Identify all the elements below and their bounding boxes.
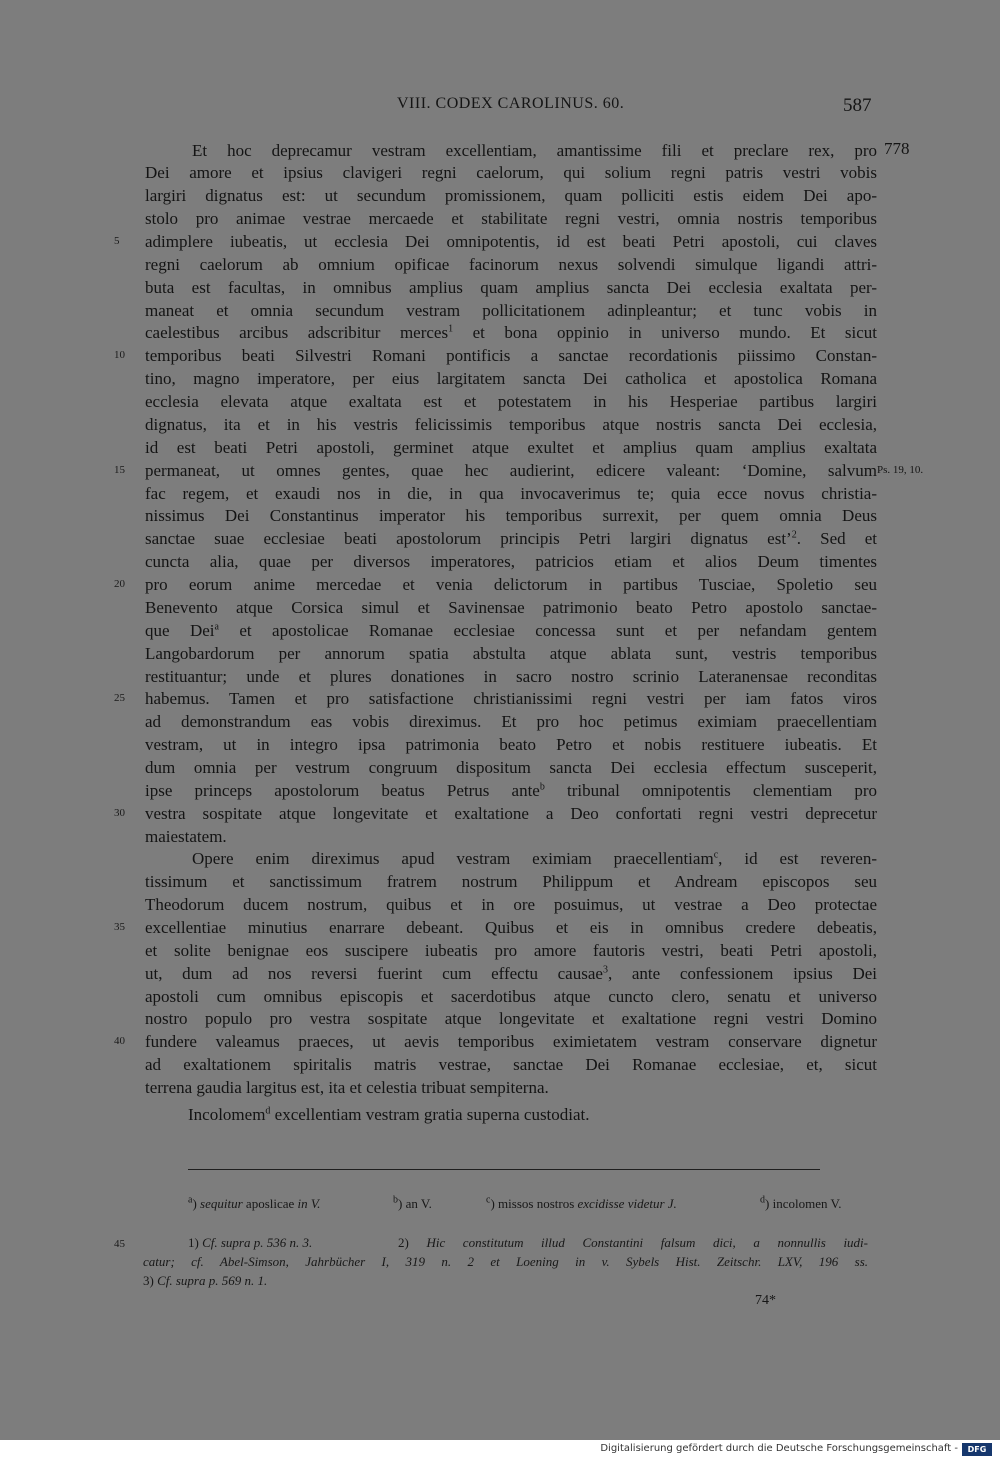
text-line-composite xyxy=(188,1103,877,1126)
text-line: maneat et omnia secundum vestram pollicitationem adinpleantur; et tunc vobis in xyxy=(145,301,877,320)
text-segment: Incolomem xyxy=(188,1105,266,1124)
text-line-composite xyxy=(145,321,877,344)
text-line-composite xyxy=(145,619,877,642)
text-line: adimplere iubeatis, ut ecclesia Dei omnipotentis, id est beati Petri apostoli, cui claves xyxy=(145,232,877,251)
text-line: cuncta alia, quae per diversos imperatores, patricios etiam et alios Deum timentes xyxy=(145,552,877,571)
line-number: 15 xyxy=(114,464,125,476)
text-line: Langobardorum per annorum spatia abstulta atque ablata sunt, vestris temporibus xyxy=(145,644,877,663)
text-line: stolo pro animae vestrae mercaede et stabilitate regni vestri, omnia nostris temporibus xyxy=(145,209,877,228)
text-line: Et hoc deprecamur vestram excellentiam, amantissime fili et preclare rex, pro xyxy=(192,141,877,160)
apparatus-paren: ) xyxy=(765,1196,770,1211)
signature-mark: 74* xyxy=(755,1293,776,1308)
text-segment: , id est reveren- xyxy=(718,849,878,868)
text-segment: que Dei xyxy=(145,621,215,640)
apparatus-mark: a xyxy=(188,1194,193,1206)
line-number: 35 xyxy=(114,921,125,933)
text-segment: ipse princeps apostolorum beatus Petrus ante xyxy=(145,781,540,800)
apparatus-note-a xyxy=(188,1194,320,1214)
apparatus-text: incolomen V. xyxy=(772,1196,842,1211)
footnote-number: 1) xyxy=(188,1235,203,1250)
text-line: habemus. Tamen et pro satisfactione christianissimi regni vestri per iam fatos viros xyxy=(145,689,877,708)
apparatus-note-c xyxy=(486,1194,677,1214)
line-number: 45 xyxy=(114,1238,125,1250)
apparatus-note-d xyxy=(760,1194,841,1214)
apparatus-text: missos nostros xyxy=(498,1196,578,1211)
text-line: ad exaltationem spiritalis matris vestrae, sanctae Dei Romanae ecclesiae, et, sicut xyxy=(145,1055,877,1074)
text-line: Theodorum ducem nostrum, quibus et in ore posuimus, ut vestrae a Deo protectae xyxy=(145,895,877,914)
text-line: fundere valeamus praeces, ut aevis temporibus eximietatem vestram conservare dignetur xyxy=(145,1032,877,1051)
text-segment: ut, dum ad nos reversi fuerint cum effectu causae xyxy=(145,964,603,983)
apparatus-text: aposlicae xyxy=(242,1196,298,1211)
footnote-rule xyxy=(188,1169,820,1170)
text-line: apostoli cum omnibus episcopis et sacerdotibus atque cuncto clero, senatu et universo xyxy=(145,987,877,1006)
apparatus-note-b xyxy=(393,1194,432,1214)
line-number: 40 xyxy=(114,1035,125,1047)
text-line: nissimus Dei Constantinus imperator his temporibus surrexit, per quem omnia Deus xyxy=(145,506,877,525)
apparatus-text: an V. xyxy=(405,1196,432,1211)
footnote-text: Hic constitutum illud Constantini falsum dici, a nonnullis iudi- xyxy=(426,1235,868,1250)
text-line: dignatus, ita et in his vestris felicissimis temporibus atque nostris sancta Dei ecclesia, xyxy=(145,415,877,434)
line-number: 5 xyxy=(114,235,120,247)
text-line: dum omnia per vestrum congruum dispositum sancta Dei ecclesia effectum susceperit, xyxy=(145,758,877,777)
footnote-text: Cf. supra p. 536 n. 3. xyxy=(202,1235,313,1250)
dfg-logo: DFG xyxy=(962,1443,992,1456)
margin-reference: Ps. 19, 10. xyxy=(877,464,924,476)
text-line: maiestatem. xyxy=(145,827,227,846)
apparatus-mark: b xyxy=(393,1194,398,1206)
apparatus-ref: d xyxy=(265,1105,271,1117)
text-line: tino, magno imperatore, per eius largitatem sancta Dei catholica et apostolica Romana xyxy=(145,369,877,388)
apparatus-paren: ) xyxy=(398,1196,403,1211)
footnote-2 xyxy=(398,1233,868,1253)
running-head: VIII. CODEX CAROLINUS. 60. xyxy=(397,95,625,112)
footnote-number: 3) xyxy=(143,1273,158,1288)
text-line-composite xyxy=(192,847,877,870)
text-segment: Sed et xyxy=(820,529,878,548)
apparatus-text: excidisse videtur J. xyxy=(577,1196,677,1211)
text-line: permaneat, ut omnes gentes, quae hec audierint, edicere valeant: ‘Domine, salvum xyxy=(145,461,877,480)
text-line-composite xyxy=(145,962,877,985)
text-line: Benevento atque Corsica simul et Savinensae patrimonio beato Petro apostolo sanctae- xyxy=(145,598,877,617)
text-segment: sanctae suae ecclesiae beati apostolorum principis Petri largiri dignatus est’ xyxy=(145,529,792,548)
apparatus-ref: b xyxy=(539,781,545,793)
text-line: vestra sospitate atque longevitate et exaltatione a Deo confortati regni vestri deprecetur xyxy=(145,804,877,823)
footnote-text: catur; cf. Abel-Simson, Jahrbücher I, 319 n. 2 et Loening in v. Sybels Hist. Zeitschr. LXV, 196 ss. xyxy=(143,1254,868,1269)
footnote-number: 2) xyxy=(398,1235,427,1250)
text-segment: et apostolicae Romanae ecclesiae concessa sunt et per nefandam gentem xyxy=(239,621,878,640)
text-segment: tribunal omnipotentis clementiam pro xyxy=(567,781,877,800)
text-line: vestram, ut in integro ipsa patrimonia beato Petro et nobis restituere iubeatis. Et xyxy=(145,735,877,754)
margin-year: 778 xyxy=(884,139,910,158)
text-line: largiri dignatus est: ut secundum promissionem, quam polliciti estis eidem Dei apo- xyxy=(145,186,877,205)
text-line: excellentiae minutius enarrare debeant. Quibus et eis in omnibus credere debeatis, xyxy=(145,918,877,937)
apparatus-paren: ) xyxy=(192,1196,197,1211)
apparatus-mark: c xyxy=(486,1194,491,1206)
footnote-ref: 1 xyxy=(448,323,454,335)
text-line-composite: sanctae suae ecclesiae beati apostolorum principis Petri largiri dignatus est’$^2$. Sed et xyxy=(145,529,878,548)
apparatus-paren: ) xyxy=(490,1196,495,1211)
text-segment: caelestibus arcibus adscribitur merces xyxy=(145,323,449,342)
text-line: terrena gaudia largitus est, ita et celestia tribuat sempiterna. xyxy=(145,1078,549,1097)
apparatus-text: sequitur xyxy=(200,1196,243,1211)
apparatus-text: in V. xyxy=(297,1196,321,1211)
line-number: 10 xyxy=(114,349,125,361)
apparatus-ref: c xyxy=(713,849,719,861)
text-line: et solite benignae eos suscipere iubeatis pro amore fautoris vestri, beati Petri apostoli, xyxy=(145,941,877,960)
line-number: 25 xyxy=(114,692,125,704)
text-line: id est beati Petri apostoli, germinet atque exultet et amplius quam amplius exaltata xyxy=(145,438,877,457)
footnote-1 xyxy=(188,1233,312,1253)
text-line: ad demonstrandum eas vobis direximus. Et pro hoc petimus eximiam praecellentiam xyxy=(145,712,877,731)
text-line: Dei amore et ipsius clavigeri regni caelorum, qui solium regni patris vestri vobis xyxy=(145,163,877,182)
line-number: 30 xyxy=(114,807,125,819)
text-line: tissimum et sanctissimum fratrem nostrum Philippum et Andream episcopos seu xyxy=(145,872,877,891)
text-segment: et bona oppinio in universo mundo. Et sicut xyxy=(472,323,878,342)
text-segment: excellentiam vestram gratia superna custodiat. xyxy=(274,1105,590,1124)
footnote-text: Cf. supra p. 569 n. 1. xyxy=(157,1273,268,1288)
footer-bar xyxy=(0,1440,1000,1460)
funding-notice: Digitalisierung gefördert durch die Deutsche Forschungsgemeinschaft - xyxy=(600,1443,958,1454)
apparatus-mark: d xyxy=(760,1194,765,1206)
text-segment: , ante confessionem ipsius Dei xyxy=(607,964,877,983)
footnote-ref: 3 xyxy=(602,964,608,976)
text-line: restituantur; unde et plures donationes in sacro nostro scrinio Lateranensae reconditas xyxy=(145,667,877,686)
text-line: temporibus beati Silvestri Romani pontificis a sanctae recordationis piissimo Constan- xyxy=(145,346,877,365)
text-line: ecclesia elevata atque exaltata est et potestatem in his Hesperiae partibus largiri xyxy=(145,392,877,411)
text-line: pro eorum anime mercedae et venia delictorum in partibus Tusciae, Spoletio seu xyxy=(145,575,877,594)
footnote-2-continued xyxy=(143,1252,868,1272)
page-number: 587 xyxy=(843,95,872,116)
text-line: regni caelorum ab omnium opificae facinorum nexus solvendi simulque ligandi attri- xyxy=(145,255,877,274)
text-line: nostro populo pro vestra sospitate atque longevitate et exaltatione regni vestri Domino xyxy=(145,1009,877,1028)
apparatus-ref: a xyxy=(214,621,219,633)
text-line-composite xyxy=(145,779,877,802)
text-line: fac regem, et exaudi nos in die, in qua invocaverimus te; quia ecce novus christia- xyxy=(145,484,877,503)
footnote-3 xyxy=(143,1271,267,1291)
text-segment: Opere enim direximus apud vestram eximiam praecellentiam xyxy=(192,849,714,868)
line-number: 20 xyxy=(114,578,125,590)
text-line: buta est facultas, in omnibus amplius quam amplius sancta Dei ecclesia exaltata per- xyxy=(145,278,877,297)
footnote-ref: 2 xyxy=(791,529,797,541)
